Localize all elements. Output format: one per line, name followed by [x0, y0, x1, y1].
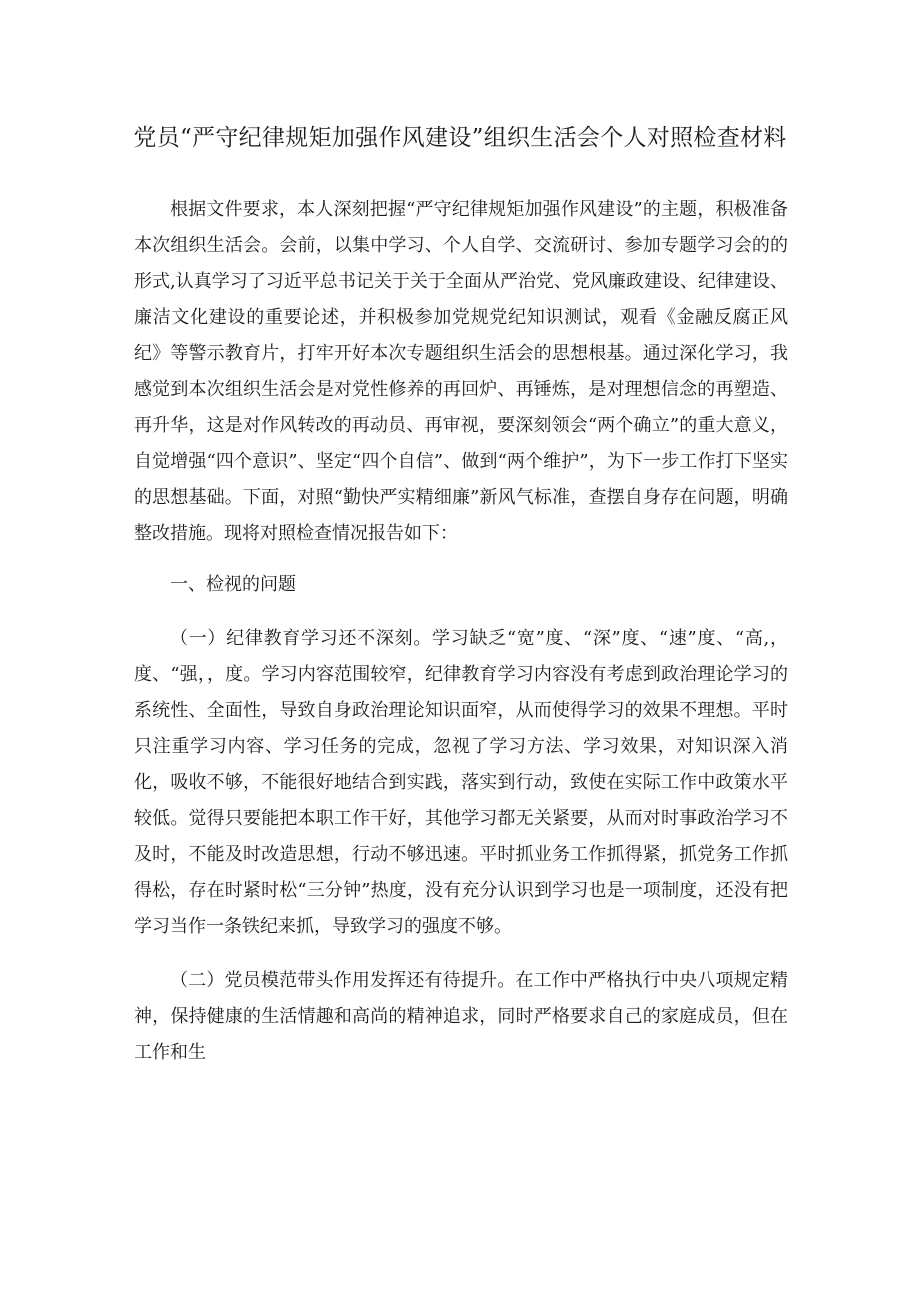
document-title: 党员“严守纪律规矩加强作风建设”组织生活会个人对照检查材料 — [133, 125, 787, 151]
intro-paragraph: 根据文件要求，本人深刻把握“严守纪律规矩加强作风建设”的主题，积极准备本次组织生活会。会前，以集中学习、个人自学、交流研讨、参加专题学习会的的形式,认真学习了习近平总书记关于关于全面从严治党、党风廉政建设、纪律建设、廉洁文化建设的重要论述，并积极参加党规党纪知识测试，观看《金融反腐正风纪》等警示教育片，打牢开好本次专题组织生活会的思想根基。通过深化学习，我感觉到本次组织生活会是对党性修养的再回炉、再锤炼，是对理想信念的再塑造、再升华，这是对作风转改的再动员、再审视，要深刻领会“两个确立”的重大意义，自觉增强“四个意识”、坚定“四个自信”、做到“两个维护”，为下一步工作打下坚实的思想基础。下面，对照“勤快严实精细廉”新风气标准，查摆自身存在问题，明确整改措施。现将对照检查情况报告如下： — [134, 199, 788, 544]
section-heading: 一、检视的问题 — [170, 574, 296, 595]
issue-two-paragraph: （二）党员模范带头作用发挥还有待提升。在工作中严格执行中央八项规定精神，保持健康的生活情趣和高尚的精神追求，同时严格要求自己的家庭成员，但在工作和生 — [134, 970, 788, 1063]
issue-one-paragraph: （一）纪律教育学习还不深刻。学习缺乏“宽”度、“深”度、“速”度、“高,，度、“强，，度。学习内容范围较窄，纪律教育学习内容没有考虑到政治理论学习的系统性、全面性，导致自身政治理论知识面窄，从而使得学习的效果不理想。平时只注重学习内容、学习任务的完成，忽视了学习方法、学习效果，对知识深入消化，吸收不够，不能很好地结合到实践，落实到行动，致使在实际工作中政策水平较低。觉得只要能把本职工作干好，其他学习都无关紧要，从而对时事政治学习不及时，不能及时改造思想，行动不够迅速。平时抓业务工作抓得紧，抓党务工作抓得松，存在时紧时松“三分钟”热度，没有充分认识到学习也是一项制度，还没有把学习当作一条铁纪来抓，导致学习的强度不够。 — [134, 628, 788, 937]
document-body — [134, 192, 788, 1071]
